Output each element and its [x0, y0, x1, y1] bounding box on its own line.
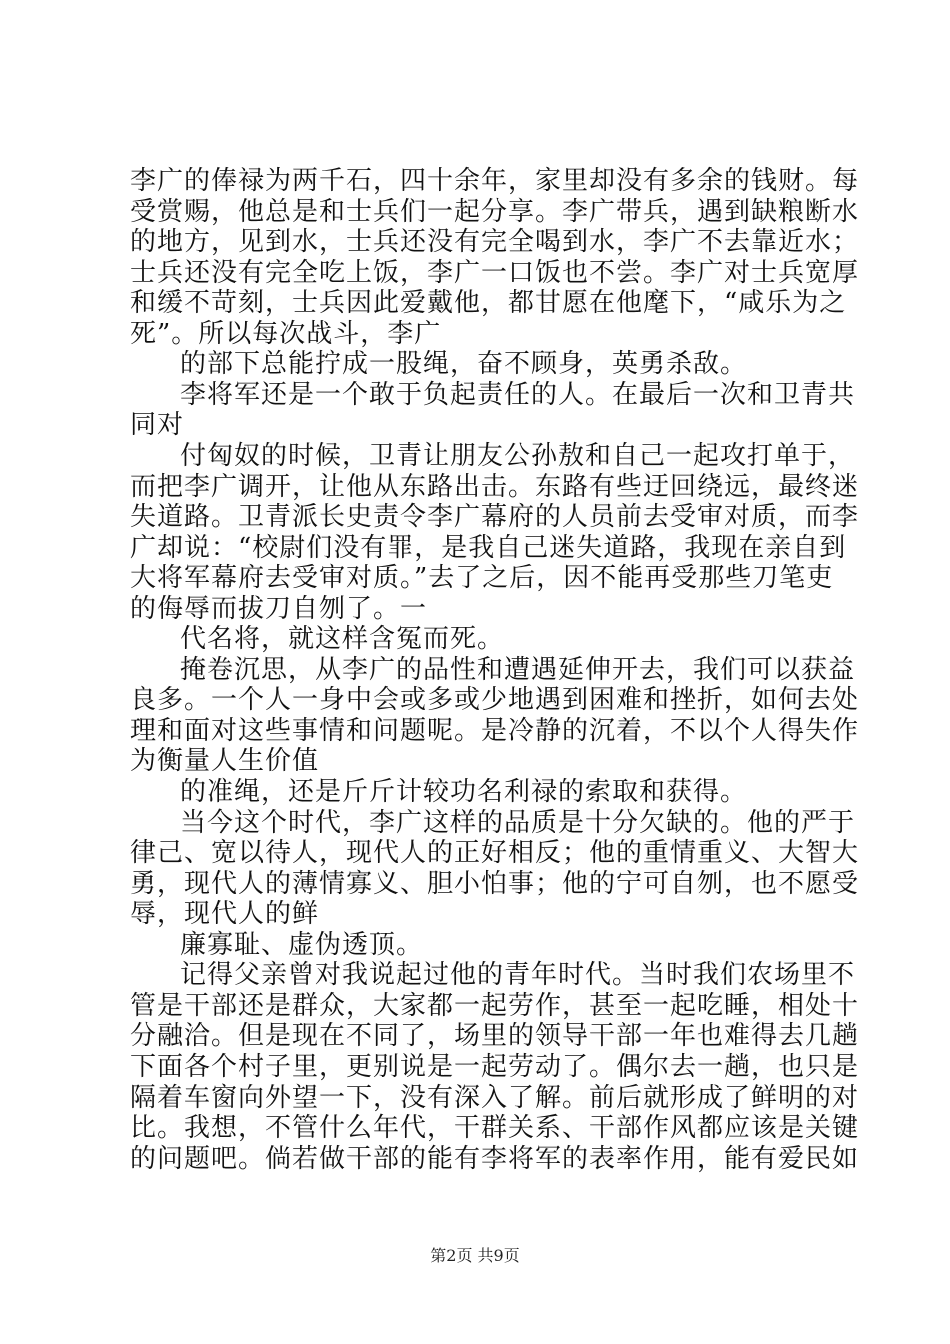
text-line: 而把李广调开，让他从东路出击。东路有些迂回绕远，最终迷 — [130, 471, 860, 502]
page-number-footer: 第2页 共9页 — [430, 1246, 520, 1265]
text-line: 代名将，就这样含冤而死。 — [180, 624, 505, 655]
text-line: 的问题吧。倘若做干部的能有李将军的表率作用，能有爱民如 — [130, 1143, 860, 1174]
text-line: 当今这个时代，李广这样的品质是十分欠缺的。他的严于 — [180, 807, 856, 838]
text-line: 比。我想，不管什么年代，干群关系、干部作风都应该是关键 — [130, 1113, 860, 1144]
text-line: 分融洽。但是现在不同了，场里的领导干部一年也难得去几趟 — [130, 1021, 860, 1052]
text-line: 勇，现代人的薄情寡义、胆小怕事；他的宁可自刎，也不愿受 — [130, 868, 860, 899]
text-line: 失道路。卫青派长史责令李广幕府的人员前去受审对质，而李 — [130, 502, 860, 533]
text-line: 管是干部还是群众，大家都一起劳作，甚至一起吃睡，相处十 — [130, 990, 860, 1021]
text-line: 大将军幕府去受审对质。”去了之后，因不能再受那些刀笔吏 — [130, 563, 834, 594]
text-line: 广却说：“校尉们没有罪，是我自己迷失道路，我现在亲自到 — [130, 532, 847, 563]
text-line: 为衡量人生价值 — [130, 746, 320, 777]
text-line: 士兵还没有完全吃上饭，李广一口饭也不尝。李广对士兵宽厚 — [130, 257, 860, 288]
text-line: 付匈奴的时候，卫青让朋友公孙敖和自己一起攻打单于， — [180, 440, 856, 471]
text-line: 的部下总能拧成一股绳，奋不顾身，英勇杀敌。 — [180, 349, 748, 380]
text-line: 和缓不苛刻，士兵因此爱戴他，都甘愿在他麾下，“咸乐为之 — [130, 288, 847, 319]
text-line: 记得父亲曾对我说起过他的青年时代。当时我们农场里不 — [180, 960, 856, 991]
text-line: 辱，现代人的鲜 — [130, 899, 320, 930]
text-line: 掩卷沉思，从李广的品性和遭遇延伸开去，我们可以获益 — [180, 654, 856, 685]
text-line: 良多。一个人一身中会或多或少地遇到困难和挫折，如何去处 — [130, 685, 860, 716]
text-line: 律己、宽以待人，现代人的正好相反；他的重情重义、大智大 — [130, 838, 860, 869]
text-line: 的侮辱而拔刀自刎了。一 — [130, 593, 428, 624]
text-line: 隔着车窗向外望一下，没有深入了解。前后就形成了鲜明的对 — [130, 1082, 860, 1113]
text-line: 下面各个村子里，更别说是一起劳动了。偶尔去一趟，也只是 — [130, 1051, 860, 1082]
text-line: 理和面对这些事情和问题呢。是冷静的沉着，不以个人得失作 — [130, 715, 860, 746]
text-line: 廉寡耻、虚伪透顶。 — [180, 929, 424, 960]
text-line: 受赏赐，他总是和士兵们一起分享。李广带兵，遇到缺粮断水 — [130, 196, 860, 227]
text-line: 死”。所以每次战斗，李广 — [130, 318, 442, 349]
text-line: 李广的俸禄为两千石，四十余年，家里却没有多余的钱财。每 — [130, 166, 860, 196]
text-line: 李将军还是一个敢于负起责任的人。在最后一次和卫青共 — [180, 379, 856, 410]
text-line: 的准绳，还是斤斤计较功名利禄的索取和获得。 — [180, 777, 748, 807]
text-line: 同对 — [130, 410, 185, 441]
text-line: 的地方，见到水，士兵还没有完全喝到水，李广不去靠近水； — [130, 227, 860, 258]
